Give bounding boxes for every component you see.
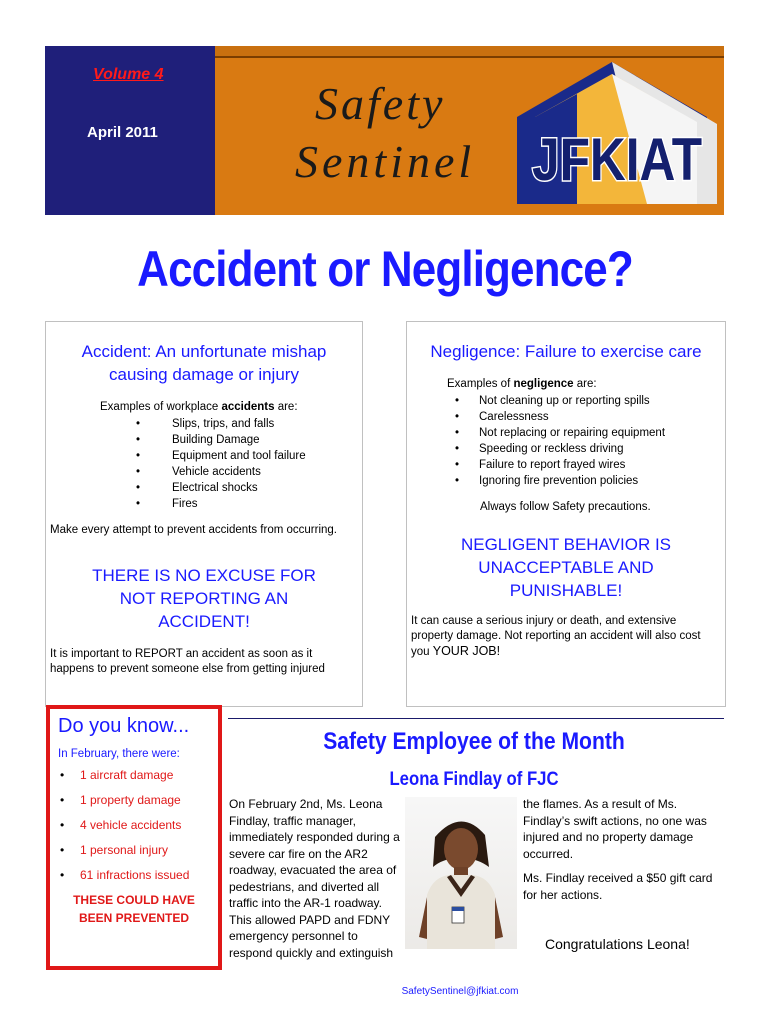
- list-item: • Speeding or reckless driving: [455, 443, 624, 455]
- list-item: • 4 vehicle accidents: [60, 818, 182, 832]
- accident-examples-list: [46, 416, 362, 512]
- employee-story-paragraph: Ms. Findlay received a $50 gift card for her actions.: [523, 871, 713, 902]
- list-item: • Failure to report frayed wires: [455, 459, 626, 471]
- employee-photo: [405, 797, 517, 949]
- congratulations-text: Congratulations Leona!: [545, 936, 690, 952]
- list-item: • 1 personal injury: [60, 843, 169, 857]
- do-you-know-title: Do you know...: [58, 715, 190, 737]
- negligence-note: Always follow Safety precautions.: [480, 501, 651, 513]
- employee-of-month-title: Safety Employee of the Month: [323, 728, 625, 755]
- headline: Accident or Negligence?: [137, 241, 633, 297]
- do-you-know-warning-line2: BEEN PREVENTED: [78, 911, 190, 925]
- negligence-examples-prefix: Examples of: [447, 378, 514, 390]
- jfkiat-logo-text: JFKIAT: [532, 126, 702, 193]
- list-item: • Not cleaning up or reporting spills: [455, 395, 650, 407]
- accident-paragraph: It is important to REPORT an accident as soon as it happens to prevent someone else from getting injured: [50, 648, 325, 675]
- jfkiat-logo: [517, 62, 717, 204]
- accident-note: Make every attempt to prevent accidents from occurring.: [50, 524, 337, 536]
- do-you-know-box: [46, 705, 222, 970]
- list-item: • Equipment and tool failure: [136, 450, 306, 462]
- negligence-paragraph-text: It can cause a serious injury or death, and extensive property damage. Not reporting an accident will also cost you: [411, 615, 701, 658]
- newsletter-title: [295, 75, 475, 191]
- accident-examples-keyword: accidents: [221, 401, 275, 413]
- do-you-know-list: [50, 768, 218, 893]
- list-item: • Vehicle accidents: [136, 466, 261, 478]
- list-item: • Building Damage: [136, 434, 260, 446]
- newsletter-title-line2: Sentinel: [295, 136, 476, 187]
- accident-box: [45, 321, 363, 707]
- list-item: • Ignoring fire prevention policies: [455, 475, 639, 487]
- negligence-box: [406, 321, 726, 707]
- list-item: • Carelessness: [455, 411, 549, 423]
- volume-label: Volume 4: [93, 66, 164, 83]
- employee-story-paragraph: the flames. As a result of Ms. Findlay’s swift actions, no one was injured and no property damage occurred.: [523, 797, 707, 861]
- newsletter-title-line1: Safety: [315, 78, 446, 129]
- negligence-examples-label: [407, 378, 725, 390]
- accident-examples-label: [46, 401, 362, 413]
- issue-date: April 2011: [87, 124, 158, 141]
- employee-story-column2: [523, 796, 723, 903]
- negligence-box-title: Negligence: Failure to exercise care: [430, 342, 702, 361]
- list-item: • Electrical shocks: [136, 482, 258, 494]
- masthead-top-strip: [215, 46, 724, 58]
- accident-examples-suffix: are:: [274, 401, 298, 413]
- negligence-paragraph: [407, 614, 725, 660]
- do-you-know-warning: [50, 891, 218, 927]
- list-item: • 61 infractions issued: [60, 868, 190, 882]
- negligence-examples-list: [407, 393, 725, 489]
- negligence-examples-keyword: negligence: [513, 378, 574, 390]
- contact-email-link[interactable]: SafetySentinel@jfkiat.com: [401, 986, 519, 997]
- negligence-paragraph-emphasis: YOUR JOB!: [432, 644, 501, 658]
- list-item: • Not replacing or repairing equipment: [455, 427, 666, 439]
- negligence-examples-suffix: are:: [573, 378, 597, 390]
- list-item: • Slips, trips, and falls: [136, 418, 275, 430]
- do-you-know-subtitle: In February, there were:: [58, 748, 180, 760]
- employee-name: Leona Findlay of FJC: [389, 769, 559, 790]
- accident-warning: THERE IS NO EXCUSE FOR NOT REPORTING AN ACCIDENT!: [92, 566, 316, 631]
- list-item: • Fires: [136, 498, 198, 510]
- accident-box-title: Accident: An unfortunate mishap causing damage or injury: [81, 342, 327, 384]
- list-item: • 1 aircraft damage: [60, 768, 174, 782]
- list-item: • 1 property damage: [60, 793, 181, 807]
- employee-story-column1: On February 2nd, Ms. Leona Findlay, traffic manager, immediately responded during a severe car fire on the AR2 roadway, evacuated the area of pedestrians, and diverted all traffic into the AR-1 roadway. This allowed PAPD and FDNY emergency personnel to respond quickly and extinguish: [229, 797, 400, 960]
- section-divider: [228, 718, 724, 719]
- do-you-know-warning-line1: THESE COULD HAVE: [73, 893, 195, 907]
- accident-examples-prefix: Examples of workplace: [100, 401, 222, 413]
- negligence-warning: NEGLIGENT BEHAVIOR IS UNACCEPTABLE AND PUNISHABLE!: [460, 535, 672, 600]
